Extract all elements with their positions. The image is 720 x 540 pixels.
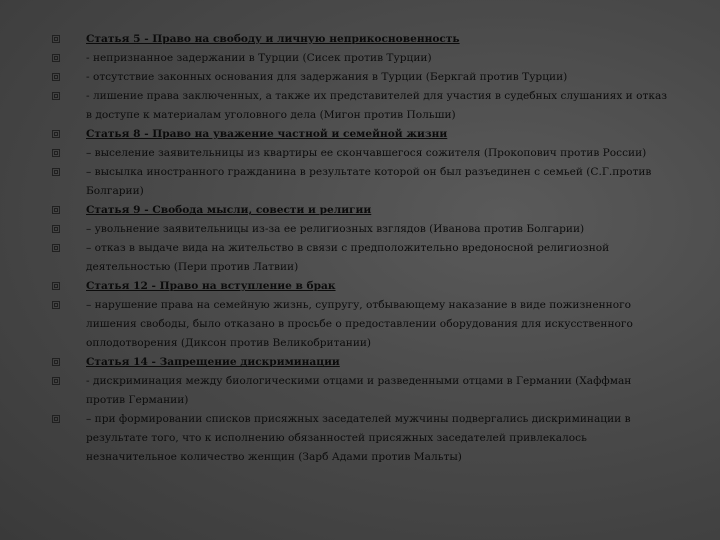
square-bullet-icon [52,54,60,62]
item-text: – нарушение права на семейную жизнь, супругу, отбывающему наказание в виде пожизненного лишения свободы, было отказано в просьбе о предоставлении оборудования для искусственного оплодотворения (Диксон против Великобритании) [86,299,633,349]
square-bullet-icon [52,358,60,366]
square-bullet-icon [52,73,60,81]
item-text: - дискриминация между биологическими отцами и разведенными отцами в Германии (Хаффман против Германии) [86,375,632,406]
item-text: – высылка иностранного гражданина в результате которой он был разъединен с семьей (С.Г.против Болгарии) [86,166,652,197]
square-bullet-icon [52,35,60,43]
item-text: - отсутствие законных основания для задержания в Турции (Беркгай против Турции) [86,71,568,83]
square-bullet-icon [52,244,60,252]
list-item [52,220,672,239]
list-item [52,87,672,125]
item-text: - непризнанное задержании в Турции (Сисек против Турции) [86,52,432,64]
list-item [52,353,672,372]
list-item [52,277,672,296]
square-bullet-icon [52,206,60,214]
list-item [52,201,672,220]
list-item [52,410,672,467]
square-bullet-icon [52,282,60,290]
square-bullet-icon [52,92,60,100]
square-bullet-icon [52,415,60,423]
list-item [52,49,672,68]
square-bullet-icon [52,168,60,176]
list-item [52,125,672,144]
item-text: Статья 9 - Свобода мысли, совести и религии [86,204,372,216]
item-text: Статья 12 - Право на вступление в брак [86,280,336,292]
item-text: Статья 14 - Запрещение дискриминации [86,356,340,368]
item-text: – увольнение заявительницы из-за ее религиозных взглядов (Иванова против Болгарии) [86,223,585,235]
item-text: Статья 8 - Право на уважение частной и семейной жизни [86,128,448,140]
item-text: - лишение права заключенных, а также их представителей для участия в судебных слушаниях и отказ в доступе к материалам уголовного дела (Мигон против Польши) [86,90,668,121]
list-item [52,372,672,410]
list-item [52,144,672,163]
item-text: – выселение заявительницы из квартиры ее скончавшегося сожителя (Прокопович против России) [86,147,647,159]
bullet-list [52,30,672,467]
list-item [52,296,672,353]
item-text: – отказ в выдаче вида на жительство в связи с предположительно вредоносной религиозной деятельностью (Пери против Латвии) [86,242,610,273]
list-item [52,30,672,49]
list-item [52,163,672,201]
square-bullet-icon [52,149,60,157]
square-bullet-icon [52,130,60,138]
item-text: – при формировании списков присяжных заседателей мужчины подвергались дискриминации в результате того, что к исполнению обязанностей присяжных заседателей привлекалось незначительное количество женщин (Зарб Адами против Мальты) [86,413,631,463]
item-text: Статья 5 - Право на свободу и личную неприкосновенность [86,33,460,45]
list-item [52,239,672,277]
square-bullet-icon [52,377,60,385]
list-item [52,68,672,87]
square-bullet-icon [52,301,60,309]
square-bullet-icon [52,225,60,233]
